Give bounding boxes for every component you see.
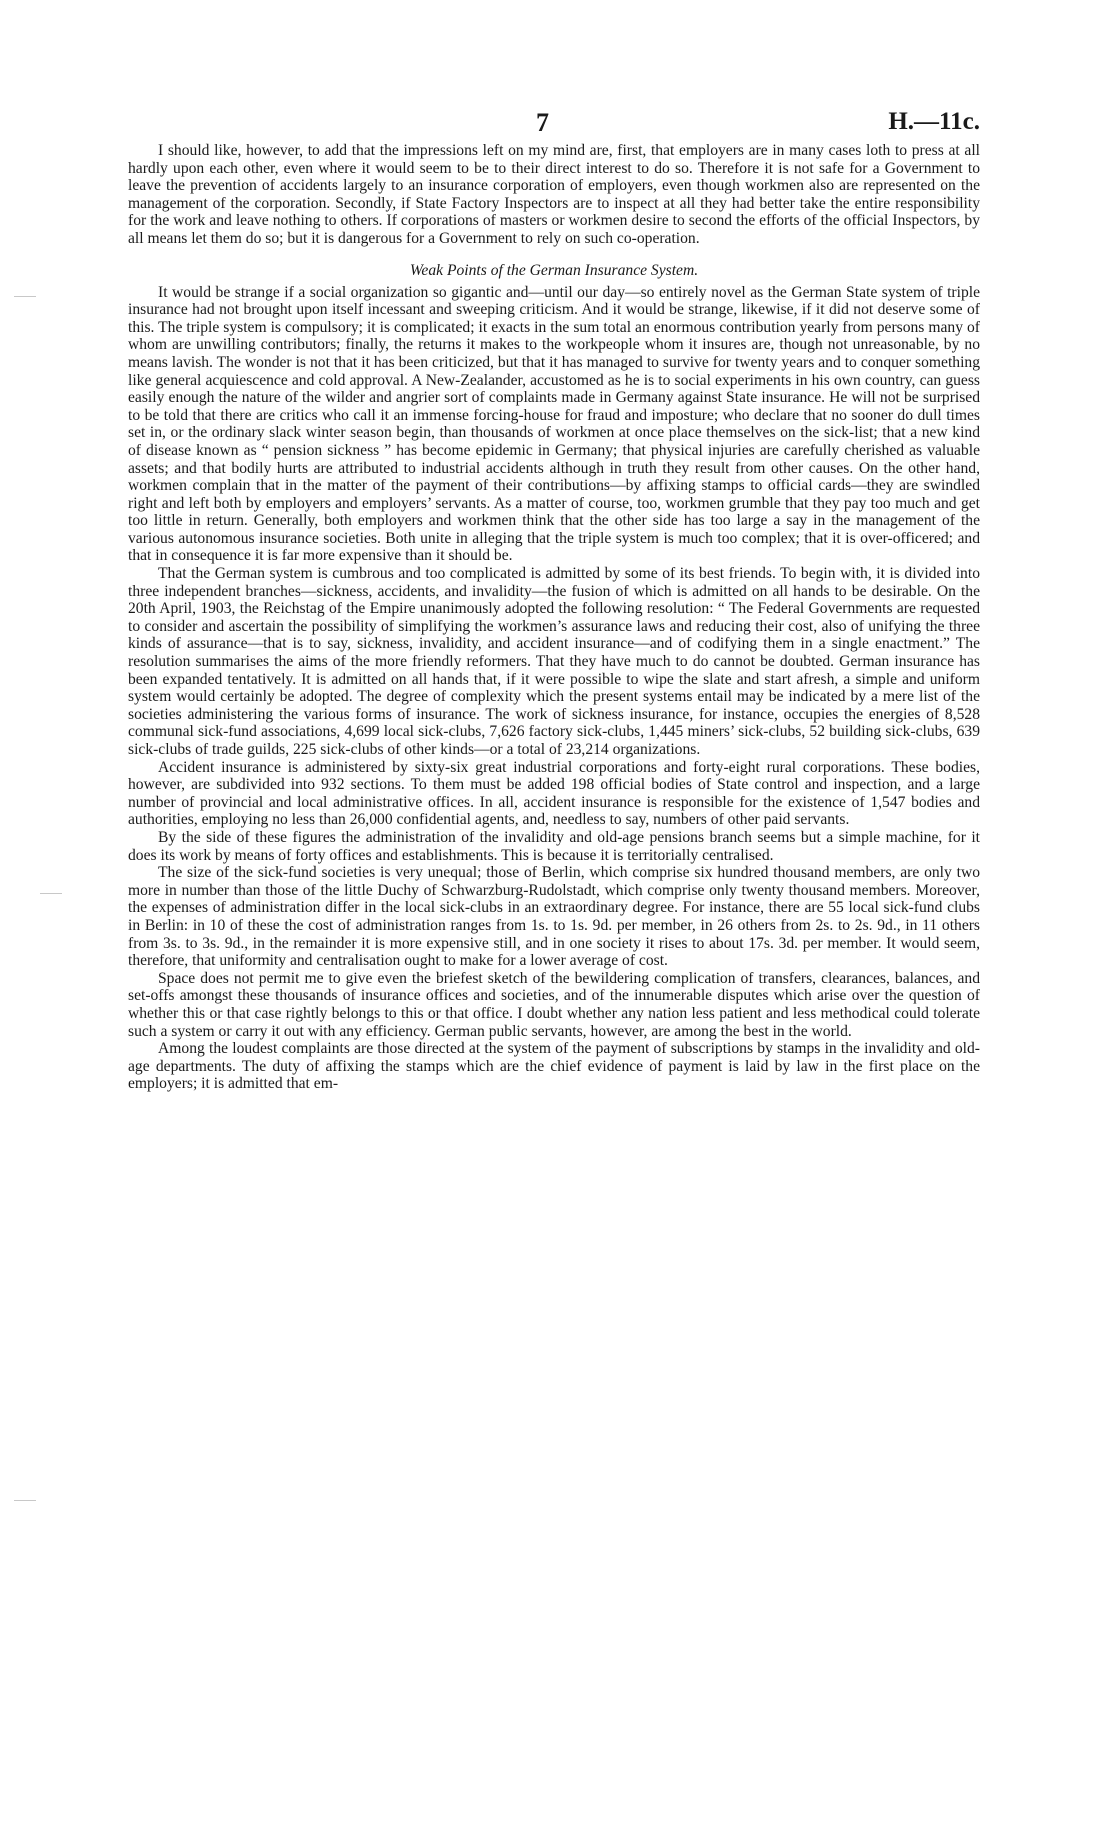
page-header [128,108,980,142]
paragraph: Accident insurance is administered by sixty-six great industrial corporations and forty-eight rural corporations. These bodies, however, are subdivided into 932 sections. To them must be added 198 official bodies of State control and inspection, and a large number of provincial and local administrative offices. In all, accident insurance is responsible for the existence of 1,547 bodies and authorities, employing no less than 26,000 confidential agents, and, needless to say, numbers of other paid servants. [128,758,980,829]
margin-mark [40,893,62,894]
margin-mark [14,296,36,297]
margin-mark [14,1500,36,1501]
paragraph: Among the loudest complaints are those directed at the system of the payment of subscriptions by stamps in the invalidity and old-age departments. The duty of affixing the stamps which are the chief evidence of payment is laid by law in the first place on the employers; it is admitted that em- [128,1040,980,1093]
page-number: 7 [536,108,549,137]
section-heading: Weak Points of the German Insurance System. [409,261,699,279]
body-text [128,142,980,1093]
paragraph: Space does not permit me to give even the briefest sketch of the bewildering complication of transfers, clearances, balances, and set-offs amongst these thousands of insurance offices and societies, and of the innumerable disputes which arise over the question of whether this or that case rightly belongs to this or that office. I doubt whether any nation less patient and less methodical could tolerate such a system or carry it out with any efficiency. German public servants, however, are among the best in the world. [128,969,980,1040]
paragraph: It would be strange if a social organization so gigantic and—until our day—so entirely novel as the German State system of triple insurance had not brought upon itself incessant and sweeping criticism. And it would be strange, likewise, if it did not deserve some of this. The triple system is compulsory; it is complicated; it exacts in the sum total an enormous contribution yearly from persons many of whom are unwilling contributors; finally, the returns it makes to the workpeople whom it insures are, though not unreasonable, by no means lavish. The wonder is not that it has been criticized, but that it has managed to survive for twenty years and to conquer something like general acquiescence and cold approval. A New-Zealander, accustomed as he is to social experiments in his own country, can guess easily enough the nature of the wilder and angrier sort of complaints made in Germany against State insurance. He will not be surprised to be told that there are critics who call it an immense forcing-house for fraud and imposture; who declare that no sooner do dull times set in, or the ordinary slack winter season begin, than thousands of workmen at once place themselves on the sick-list; that a new kind of disease known as “ pension sickness ” has become epidemic in Germany; that physical injuries are carefully cherished as valuable assets; and that bodily hurts are attributed to industrial accidents although in truth they result from other causes. On the other hand, workmen complain that in the matter of the payment of their contributions—by affixing stamps to official cards—they are swindled right and left both by employers and employers’ servants. As a matter of course, too, workmen grumble that they pay too much and get too little in return. Generally, both employers and workmen think that the other side has too large a say in the management of the various autonomous insurance societies. Both unite in alleging that the triple system is much too complex; that it is over-officered; and that in consequence it is far more expensive than it should be. [128,283,980,565]
paragraph: I should like, however, to add that the impressions left on my mind are, first, that employers are in many cases loth to press at all hardly upon each other, even where it would seem to be to their direct interest to do so. Therefore it is not safe for a Government to leave the prevention of accidents largely to an insurance corporation of employers, even though workmen also are represented on the management of the corporation. Secondly, if State Factory Inspectors are to inspect at all they had better take the entire responsibility for the work and leave nothing to others. If corporations of masters or workmen desire to second the efforts of the official Inspectors, by all means let them do so; but it is dangerous for a Government to rely on such co-operation. [128,142,980,247]
paragraph: That the German system is cumbrous and too complicated is admitted by some of its best friends. To begin with, it is divided into three independent branches—sickness, accidents, and invalidity—the fusion of which is admitted on all hands to be desirable. On the 20th April, 1903, the Reichstag of the Empire unanimously adopted the following resolution: “ The Federal Governments are requested to consider and ascertain the possibility of simplifying the workmen’s assurance laws and reducing their cost, also of unifying the three kinds of assurance—that is to say, sickness, invalidity, and accident insurance—and of codifying them in a single enactment.” The resolution summarises the aims of the more friendly reformers. That they have much to do cannot be doubted. German insurance has been expanded tentatively. It is admitted on all hands that, if it were possible to wipe the slate and start afresh, a simple and uniform system would certainly be adopted. The degree of complexity which the present systems entail may be indicated by a mere list of the societies administering the various forms of insurance. The work of sickness insurance, for instance, occupies the energies of 8,528 communal sick-fund associations, 4,699 local sick-clubs, 7,626 factory sick-clubs, 1,445 miners’ sick-clubs, 52 building sick-clubs, 639 sick-clubs of trade guilds, 225 sick-clubs of other kinds—or a total of 23,214 organizations. [128,565,980,758]
document-reference: H.—11c. [888,108,980,135]
paragraph: The size of the sick-fund societies is very unequal; those of Berlin, which comprise six hundred thousand members, are only two more in number than those of the little Duchy of Schwarzburg-Rudolstadt, which comprise only twenty thousand members. Moreover, the expenses of administration differ in the local sick-clubs in an extraordinary degree. For instance, there are 55 local sick-fund clubs in Berlin: in 10 of these the cost of administration ranges from 1s. to 1s. 9d. per member, in 26 others from 2s. to 2s. 9d., in 11 others from 3s. to 3s. 9d., in the remainder it is more expensive still, and in one society it rises to about 17s. 3d. per member. It would seem, therefore, that uniformity and centralisation ought to make for a lower average of cost. [128,864,980,970]
paragraph: By the side of these figures the administration of the invalidity and old-age pensions branch seems but a simple machine, for it does its work by means of forty offices and establishments. This is because it is territorially centralised. [128,828,980,864]
document-page [128,108,980,1093]
